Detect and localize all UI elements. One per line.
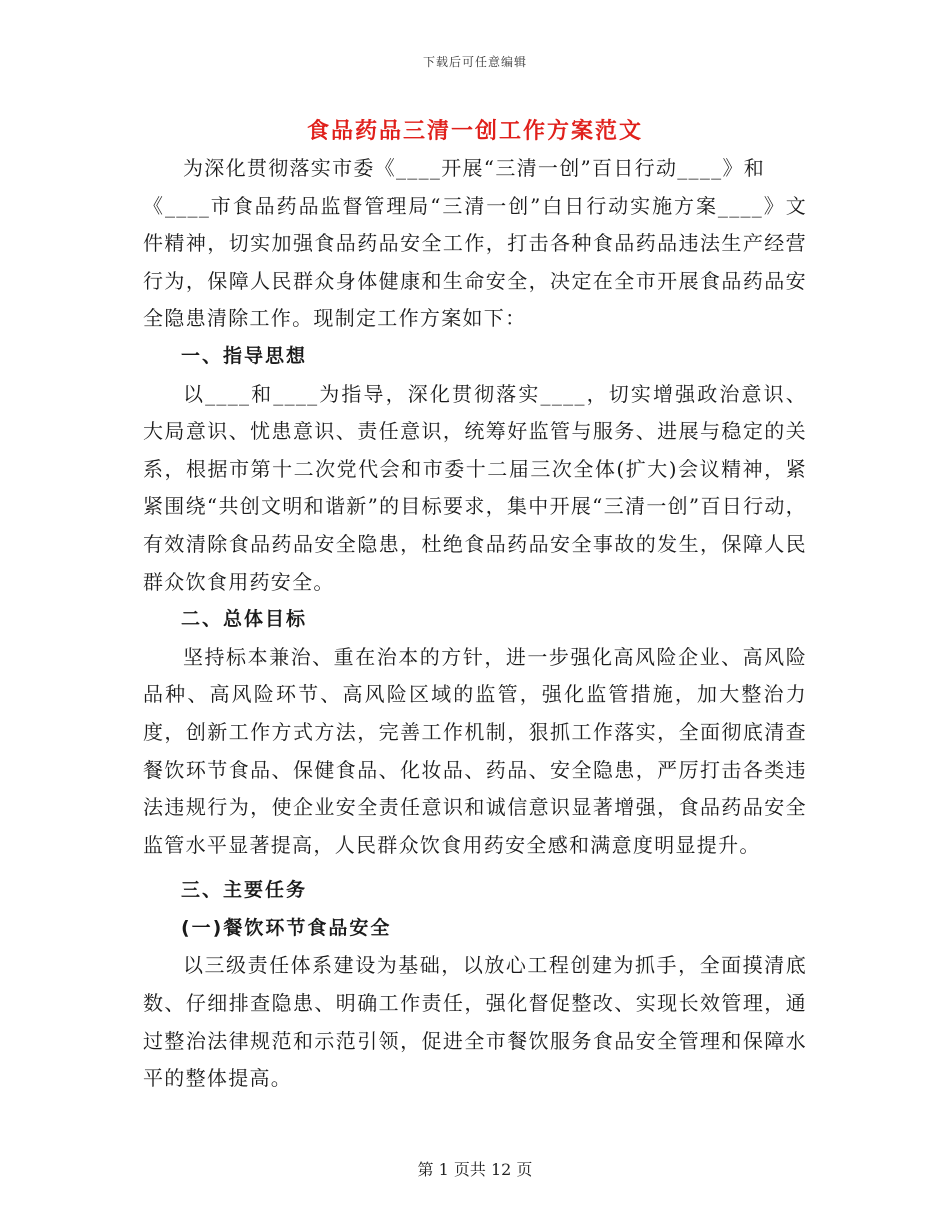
section-heading-guiding-ideology: 一、指导思想 — [181, 344, 308, 367]
paragraph-catering: 以三级责任体系建设为基础，以放心工程创建为抓手，全面摸清底数、仔细排查隐患、明确工作责任，强化督促整改、实现长效管理，通过整治法律规范和示范引领，促进全市餐饮服务食品安全管理和保障水平的整体提高。 — [143, 953, 807, 1091]
paragraph-overall-goal: 坚持标本兼治、重在治本的方针，进一步强化高风险企业、高风险品种、高风险环节、高风险区域的监管，强化监管措施，加大整治力度，创新工作方式方法，完善工作机制，狠抓工作落实，全面彻底清查餐饮环节食品、保健食品、化妆品、药品、安全隐患，严厉打击各类违法违规行为，使企业安全责任意识和诚信意识显著增强，食品药品安全监管水平显著提高，人民群众饮食用药安全感和满意度明显提升。 — [143, 644, 807, 857]
document-title: 食品药品三清一创工作方案范文 — [306, 118, 643, 144]
document-body — [143, 150, 807, 1098]
intro-paragraph-rest: 《____市食品药品监督管理局“三清一创”白日行动实施方案____》文件精神，切实加强食品药品安全工作，打击各种食品药品违法生产经营行为，保障人民群众身体健康和生命安全，决定在全市开展食品药品安全隐患清除工作。现制定工作方案如下： — [143, 193, 807, 331]
subsection-heading-catering: (一)餐饮环节食品安全 — [181, 916, 392, 939]
section-heading-main-tasks: 三、主要任务 — [181, 879, 308, 902]
intro-paragraph-line1: 为深化贯彻落实市委《____开展“三清一创”百日行动____》和 — [183, 156, 766, 180]
section-heading-overall-goal: 二、总体目标 — [181, 608, 308, 631]
paragraph-guiding-ideology: 以____和____为指导，深化贯彻落实____，切实增强政治意识、大局意识、忧患意识、责任意识，统筹好监管与服务、进展与稳定的关系，根据市第十二次党代会和市委十二届三次全体(扩大)会议精神，紧紧围绕“共创文明和谐新”的目标要求，集中开展“三清一创”百日行动，有效清除食品药品安全隐患，杜绝食品药品安全事故的发生，保障人民群众饮食用药安全。 — [143, 381, 807, 594]
page-footer: 第 1 页共 12 页 — [417, 1160, 533, 1179]
header-note: 下载后可任意编辑 — [422, 55, 527, 69]
